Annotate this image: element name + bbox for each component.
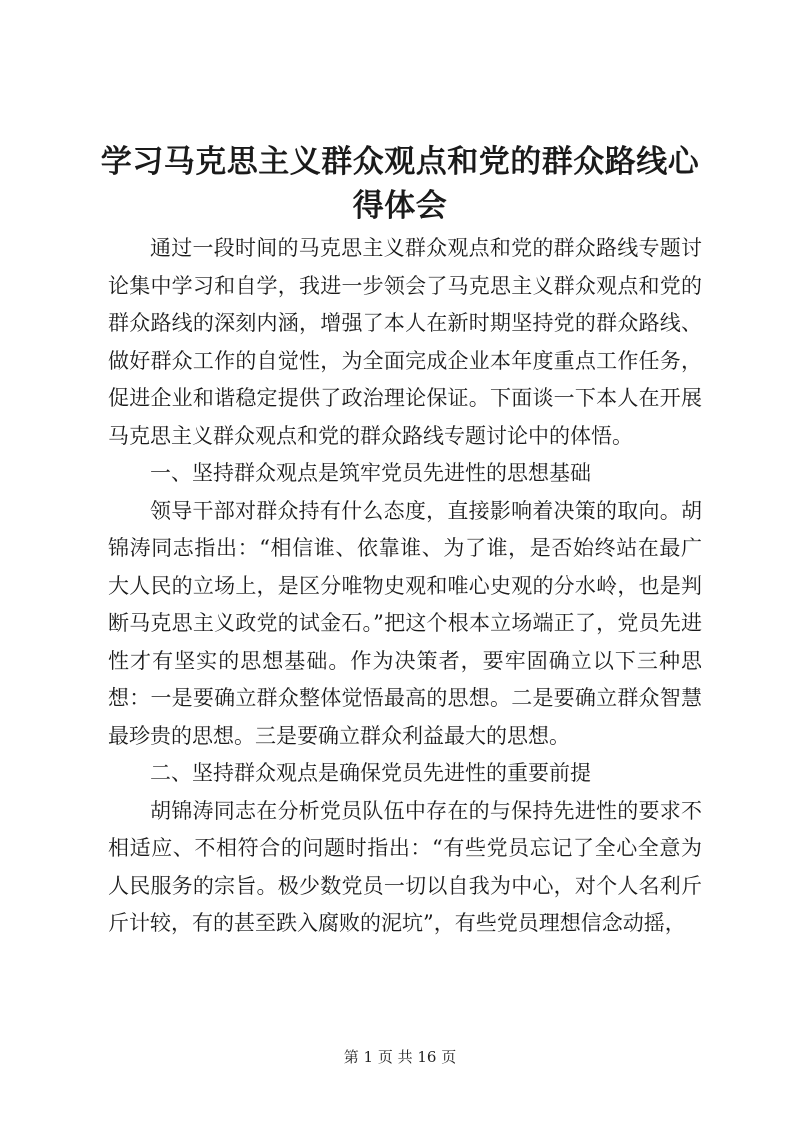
section-heading-2: 二、坚持群众观点是确保党员先进性的重要前提 (150, 761, 591, 785)
section-heading-1: 一、坚持群众观点是筑牢党员先进性的思想基础 (150, 461, 591, 485)
document-body (108, 230, 702, 943)
document-title: 学习马克思主义群众观点和党的群众路线心得体会 (100, 144, 700, 224)
paragraph-intro: 通过一段时间的马克思主义群众观点和党的群众路线专题讨论集中学习和自学，我进一步领会了马克思主义群众观点和党的群众路线的深刻内涵，增强了本人在新时期坚持党的群众路线、做好群众工作的自觉性，为全面完成企业本年度重点工作任务，促进企业和谐稳定提供了政治理论保证。下面谈一下本人在开展马克思主义群众观点和党的群众路线专题讨论中的体悟。 (108, 236, 702, 448)
paragraph-section-1: 领导干部对群众持有什么态度，直接影响着决策的取向。胡锦涛同志指出：“相信谁、依靠谁、为了谁，是否始终站在最广大人民的立场上，是区分唯物史观和唯心史观的分水岭，也是判断马克思主义政党的试金石。”把这个根本立场端正了，党员先进性才有坚实的思想基础。作为决策者，要牢固确立以下三种思想：一是要确立群众整体觉悟最高的思想。二是要确立群众智慧最珍贵的思想。三是要确立群众利益最大的思想。 (108, 498, 702, 748)
page-number-footer: 第 1 页 共 16 页 (343, 1048, 457, 1066)
paragraph-section-2: 胡锦涛同志在分析党员队伍中存在的与保持先进性的要求不相适应、不相符合的问题时指出：“有些党员忘记了全心全意为人民服务的宗旨。极少数党员一切以自我为中心，对个人名利斤斤计较，有的甚至跌入腐败的泥坑”，有些党员理想信念动摇， (108, 798, 702, 935)
